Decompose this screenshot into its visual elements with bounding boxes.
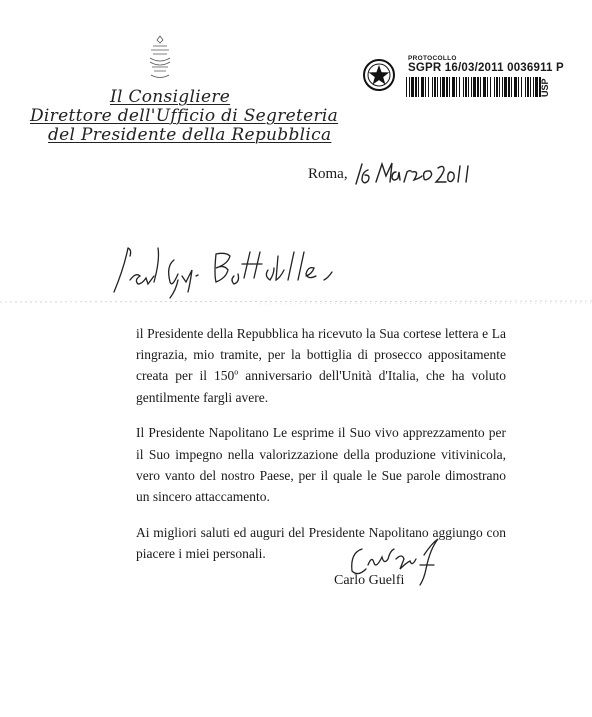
barcode-bar: [496, 77, 498, 97]
barcode-bar: [502, 77, 503, 97]
barcode-bar: [442, 77, 445, 97]
protocol-code: SGPR 16/03/2011 0036911 P: [408, 62, 564, 74]
barcode-bar: [490, 77, 491, 97]
signer-name: Carlo Guelfi: [334, 573, 405, 588]
barcode-bar: [480, 77, 481, 97]
degree-superscript: o: [234, 367, 239, 377]
letterhead-heading: [30, 87, 339, 145]
barcode-bar: [465, 77, 467, 97]
barcode-bar: [473, 77, 476, 97]
body-paragraph: Il Presidente Napolitano Le esprime il Suo vivo apprezzamento per il Suo impegno nella valorizzazione della produzione vitivinicola, vero vanto del nostro Paese, per il quale le Sue parole dimostrano un sincero attaccamento.: [136, 425, 506, 504]
barcode-bar: [518, 77, 519, 97]
barcode-bar: [533, 77, 534, 97]
letterhead-line: del Presidente della Repubblica: [48, 125, 332, 145]
body-paragraph: Ai migliori saluti ed auguri del Presidente Napolitano aggiungo con piacere i miei personali.: [136, 524, 506, 561]
barcode-bar: [471, 77, 472, 97]
barcode-bar: [535, 77, 538, 97]
protocol-side-code: USP: [540, 78, 550, 98]
barcode-bar: [463, 77, 464, 97]
date-city: Roma,: [308, 166, 348, 182]
barcode-bar: [406, 77, 407, 97]
barcode-bar: [483, 77, 486, 97]
barcode-icon: [406, 77, 541, 97]
star-emblem-icon: [362, 58, 396, 92]
barcode-bar: [428, 77, 429, 97]
letterhead-line: Il Consigliere: [110, 87, 231, 107]
barcode-bar: [452, 77, 455, 97]
barcode-bar: [530, 77, 531, 97]
barcode-bar: [459, 77, 460, 97]
barcode-bar: [508, 77, 510, 97]
barcode-bar: [514, 77, 517, 97]
barcode-bar: [449, 77, 450, 97]
barcode-bar: [425, 77, 426, 97]
scan-artifact-line: [0, 296, 592, 308]
barcode-bar: [494, 77, 495, 97]
barcode-bar: [468, 77, 469, 97]
barcode-bar: [437, 77, 438, 97]
barcode-bar: [421, 77, 424, 97]
barcode-bar: [525, 77, 526, 97]
barcode-bar: [434, 77, 436, 97]
barcode-bar: [446, 77, 448, 97]
handwritten-salutation: [108, 240, 348, 300]
barcode-bar: [499, 77, 500, 97]
barcode-bar: [415, 77, 417, 97]
emblem-icon: [145, 34, 175, 84]
barcode-bar: [440, 77, 441, 97]
handwritten-date: [352, 158, 477, 188]
barcode-bar: [527, 77, 529, 97]
barcode-bar: [409, 77, 410, 97]
barcode-bar: [504, 77, 507, 97]
barcode-bar: [477, 77, 479, 97]
barcode-bar: [411, 77, 414, 97]
letterhead-line: Direttore dell'Ufficio di Segreteria: [30, 106, 339, 126]
barcode-bar: [521, 77, 522, 97]
barcode-bar: [418, 77, 419, 97]
protocol-label: PROTOCOLLO: [408, 55, 457, 62]
barcode-bar: [511, 77, 512, 97]
barcode-bar: [487, 77, 488, 97]
body-paragraph: il Presidente della Repubblica ha ricevuto la Sua cortese lettera e La ringrazia, mio tramite, per la bottiglia di prosecco appositamente creata per il 150$^o$ anniversario dell'Unità d'Italia, che ha voluto gentilmente fargli avere.: [136, 326, 506, 405]
barcode-bar: [456, 77, 457, 97]
barcode-bar: [432, 77, 433, 97]
